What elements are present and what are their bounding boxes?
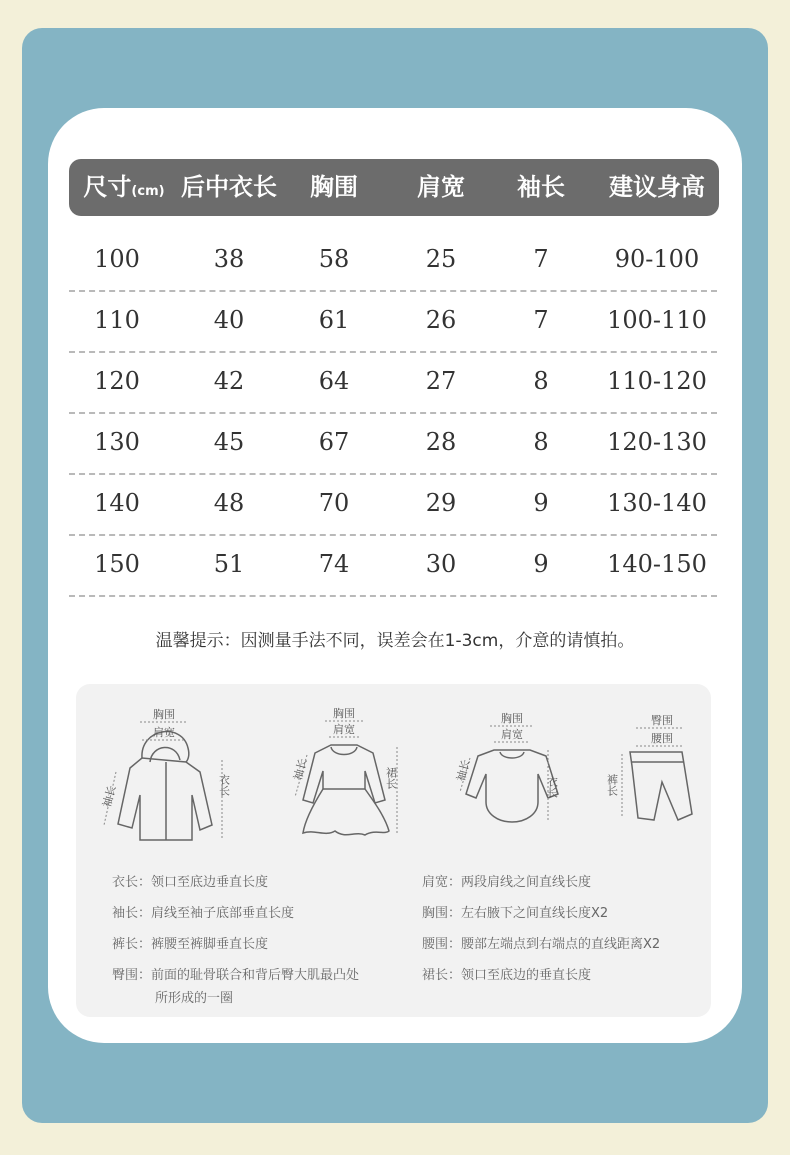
jacket-chest-label: 胸围 xyxy=(153,708,175,721)
table-cell: 8 xyxy=(533,367,549,395)
table-cell: 25 xyxy=(425,245,457,273)
table-cell: 64 xyxy=(318,367,350,395)
table-row xyxy=(69,229,717,292)
table-cell: 110-120 xyxy=(607,367,707,395)
header-chest: 胸围 xyxy=(310,173,358,201)
dress-diagram xyxy=(285,705,415,845)
table-cell: 74 xyxy=(318,550,350,578)
header-shoulder: 肩宽 xyxy=(417,173,465,201)
pants-length-label: 裤长 xyxy=(605,774,619,796)
table-cell: 130 xyxy=(94,428,140,456)
table-cell: 61 xyxy=(318,306,350,334)
jacket-sleeve-label: 袖长 xyxy=(100,784,119,809)
table-cell: 9 xyxy=(533,489,549,517)
header-back-length: 后中衣长 xyxy=(181,173,277,201)
romper-length-label: 衣长 xyxy=(545,776,559,798)
table-cell: 140 xyxy=(94,489,140,517)
definition-length: 衣长：领口至底边垂直长度 xyxy=(112,875,269,890)
dress-length-label: 裙长 xyxy=(384,767,398,789)
definition-skirt-length: 裙长：领口至底边的垂直长度 xyxy=(422,968,592,983)
jacket-length-label: 衣长 xyxy=(217,774,231,796)
definition-chest: 胸围：左右腋下之间直线长度X2 xyxy=(422,906,609,921)
table-cell: 70 xyxy=(318,489,350,517)
dress-sleeve-label: 袖长 xyxy=(291,757,310,782)
table-cell: 9 xyxy=(533,550,549,578)
table-cell: 45 xyxy=(213,428,245,456)
table-cell: 40 xyxy=(213,306,245,334)
table-header xyxy=(69,159,719,216)
table-row xyxy=(69,412,717,475)
pants-waist-label: 腰围 xyxy=(651,732,673,745)
definition-hip-cont: 所形成的一圈 xyxy=(155,991,234,1006)
table-cell: 48 xyxy=(213,489,245,517)
table-cell: 120 xyxy=(94,367,140,395)
romper-sleeve-label: 袖长 xyxy=(454,758,473,783)
table-cell: 67 xyxy=(318,428,350,456)
table-cell: 28 xyxy=(425,428,457,456)
jacket-diagram xyxy=(90,700,240,850)
table-cell: 29 xyxy=(425,489,457,517)
pants-diagram xyxy=(600,710,700,835)
table-cell: 27 xyxy=(425,367,457,395)
dress-shoulder-label: 肩宽 xyxy=(333,723,355,736)
definition-shoulder: 肩宽：两段肩线之间直线长度 xyxy=(422,875,592,890)
table-cell: 26 xyxy=(425,306,457,334)
definition-pants-length: 裤长：裤腰至裤脚垂直长度 xyxy=(112,937,269,952)
table-cell: 7 xyxy=(533,245,549,273)
table-cell: 7 xyxy=(533,306,549,334)
table-cell: 90-100 xyxy=(614,245,700,273)
header-size: 尺寸(cm) xyxy=(83,173,165,201)
table-cell: 130-140 xyxy=(607,489,707,517)
table-cell: 58 xyxy=(318,245,350,273)
romper-chest-label: 胸围 xyxy=(501,712,523,725)
header-sleeve: 袖长 xyxy=(517,173,565,201)
measurement-note: 温馨提示：因测量手法不同，误差会在1-3cm，介意的请慎拍。 xyxy=(155,631,635,651)
definition-hip: 臀围：前面的耻骨联合和背后臀大肌最凸处 xyxy=(112,968,360,983)
pants-hip-label: 臀围 xyxy=(651,714,673,727)
jacket-shoulder-label: 肩宽 xyxy=(153,726,175,739)
dress-chest-label: 胸围 xyxy=(333,707,355,720)
table-cell: 30 xyxy=(425,550,457,578)
header-height: 建议身高 xyxy=(609,173,705,201)
table-row xyxy=(69,534,717,597)
table-cell: 150 xyxy=(94,550,140,578)
definition-sleeve: 袖长：肩线至袖子底部垂直长度 xyxy=(112,906,295,921)
table-cell: 120-130 xyxy=(607,428,707,456)
table-cell: 140-150 xyxy=(607,550,707,578)
table-cell: 100-110 xyxy=(607,306,707,334)
table-cell: 42 xyxy=(213,367,245,395)
table-cell: 38 xyxy=(213,245,245,273)
romper-diagram xyxy=(450,712,580,832)
table-row xyxy=(69,351,717,414)
table-row xyxy=(69,473,717,536)
romper-shoulder-label: 肩宽 xyxy=(501,728,523,741)
table-cell: 51 xyxy=(213,550,245,578)
definition-waist: 腰围：腰部左端点到右端点的直线距离X2 xyxy=(422,937,661,952)
table-row xyxy=(69,290,717,353)
table-cell: 100 xyxy=(94,245,140,273)
table-cell: 8 xyxy=(533,428,549,456)
table-cell: 110 xyxy=(94,306,140,334)
